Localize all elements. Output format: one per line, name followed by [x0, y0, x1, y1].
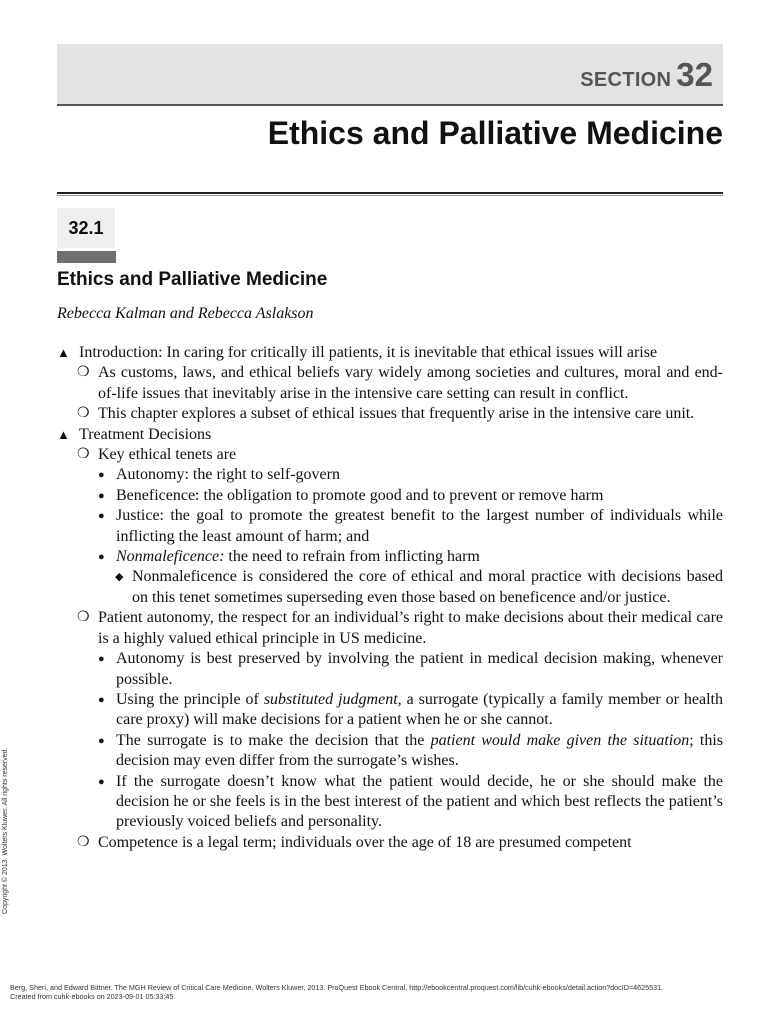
chapter-authors: Rebecca Kalman and Rebecca Aslakson: [57, 305, 314, 322]
dot-bullet-icon: ●: [98, 775, 105, 788]
outline-text: Beneficence: the obligation to promote good and to prevent or remove harm: [116, 486, 604, 504]
circle-bullet-icon: ❍: [77, 406, 90, 422]
outline-text: Nonmaleficence is considered the core of ethical and moral practice with decisions based on this tenet sometimes superseding even those based on beneficence and/or justice.: [132, 568, 723, 606]
dot-bullet-icon: ●: [98, 489, 105, 502]
outline-text: Autonomy is best preserved by involving the patient in medical decision making, whenever possible.: [116, 650, 723, 688]
dot-bullet-icon: ●: [98, 693, 105, 706]
outline-item: [57, 567, 723, 608]
footer-citation: Berg, Sheri, and Edward Bittner. The MGH Review of Critical Care Medicine, Wolters Kluwer, 2013. ProQuest Ebook Central, http://ebookcentral.proquest.com/lib/cuhk-ebooks/detail.action?docID=4625531.: [10, 983, 664, 992]
outline-item: [57, 833, 723, 853]
outline-body: [57, 343, 723, 853]
outline-item: [57, 772, 723, 833]
triangle-bullet-icon: ▲: [57, 426, 70, 442]
dot-bullet-icon: ●: [98, 469, 105, 482]
outline-item: [57, 465, 723, 485]
dot-bullet-icon: ●: [98, 551, 105, 564]
outline-item: [57, 363, 723, 404]
footer-created: Created from cuhk-ebooks on 2023-09-01 05:33:45.: [10, 992, 176, 1001]
outline-item: [57, 404, 723, 424]
outline-item: [57, 445, 723, 465]
circle-bullet-icon: ❍: [77, 834, 90, 850]
section-number: 32: [676, 56, 713, 93]
outline-term: substituted judgment: [263, 690, 398, 708]
outline-text: the need to refrain from inflicting harm: [224, 548, 480, 566]
outline-text: As customs, laws, and ethical beliefs vary widely among societies and cultures, moral and end-of-life issues that inevitably arise in the intensive care setting can result in conflict.: [98, 364, 723, 402]
outline-item: [57, 506, 723, 547]
triangle-bullet-icon: ▲: [57, 345, 70, 360]
outline-text: Key ethical tenets are: [98, 446, 237, 464]
outline-item: [57, 343, 723, 363]
chapter-number: 32.1: [68, 217, 104, 238]
outline-item: [57, 486, 723, 506]
dot-bullet-icon: ●: [98, 653, 105, 666]
chapter-number-bar: [57, 251, 116, 263]
side-copyright: Copyright © 2013. Wolters Kluwer. All rights reserved.: [2, 747, 9, 914]
chapter-title: Ethics and Palliative Medicine: [267, 115, 723, 151]
outline-item: [57, 649, 723, 690]
outline-item: [57, 425, 723, 445]
outline-text: This chapter explores a subset of ethical issues that frequently arise in the intensive care unit.: [98, 405, 695, 423]
footer-citation-block: [10, 983, 663, 1001]
outline-text: Competence is a legal term; individuals over the age of 18 are presumed competent: [98, 833, 632, 851]
outline-text: Patient autonomy, the respect for an individual’s right to make decisions about their medical care is a highly valued ethical principle in US medicine.: [98, 609, 723, 647]
circle-bullet-icon: ❍: [77, 447, 90, 463]
outline-term: Nonmaleficence:: [116, 548, 225, 566]
outline-item: [57, 731, 723, 772]
circle-bullet-icon: ❍: [77, 610, 90, 626]
circle-bullet-icon: ❍: [77, 365, 90, 381]
chapter-subtitle: Ethics and Palliative Medicine: [57, 269, 328, 290]
outline-term: patient would make given the situation: [430, 731, 690, 749]
outline-item: [57, 608, 723, 649]
outline-text: If the surrogate doesn’t know what the patient would decide, he or she should make the decision he or she feels is in the best interest of the patient and which best reflects the patient’s previously voiced beliefs and personality.: [116, 772, 723, 831]
dot-bullet-icon: ●: [98, 734, 105, 747]
section-word: SECTION: [580, 69, 672, 91]
title-rule: [57, 192, 723, 194]
section-label: [580, 56, 713, 94]
outline-text: Treatment Decisions: [79, 425, 212, 443]
outline-text: ; this decision may even differ from the surrogate’s wishes.: [116, 731, 724, 770]
outline-text: Justice: the goal to promote the greatest benefit to the largest number of individuals while inflicting the least amount of harm; and: [116, 507, 723, 545]
title-rule-secondary: [57, 195, 723, 196]
outline-text: Introduction: In caring for critically ill patients, it is inevitable that ethical issues will arise: [79, 344, 658, 361]
outline-text: Autonomy: the right to self-govern: [116, 466, 340, 484]
outline-text: The surrogate is to make the decision that the: [116, 731, 431, 749]
outline-text: Using the principle of: [116, 690, 264, 708]
outline-item: [57, 547, 723, 567]
diamond-bullet-icon: ◆: [115, 571, 124, 584]
dot-bullet-icon: ●: [98, 510, 105, 523]
section-header-band: [57, 44, 723, 106]
outline-text: , a surrogate (typically a family member or health care proxy) will make decisions for a patient when he or she cannot.: [116, 690, 723, 729]
chapter-number-box: [57, 208, 115, 248]
outline-item: [57, 690, 723, 731]
